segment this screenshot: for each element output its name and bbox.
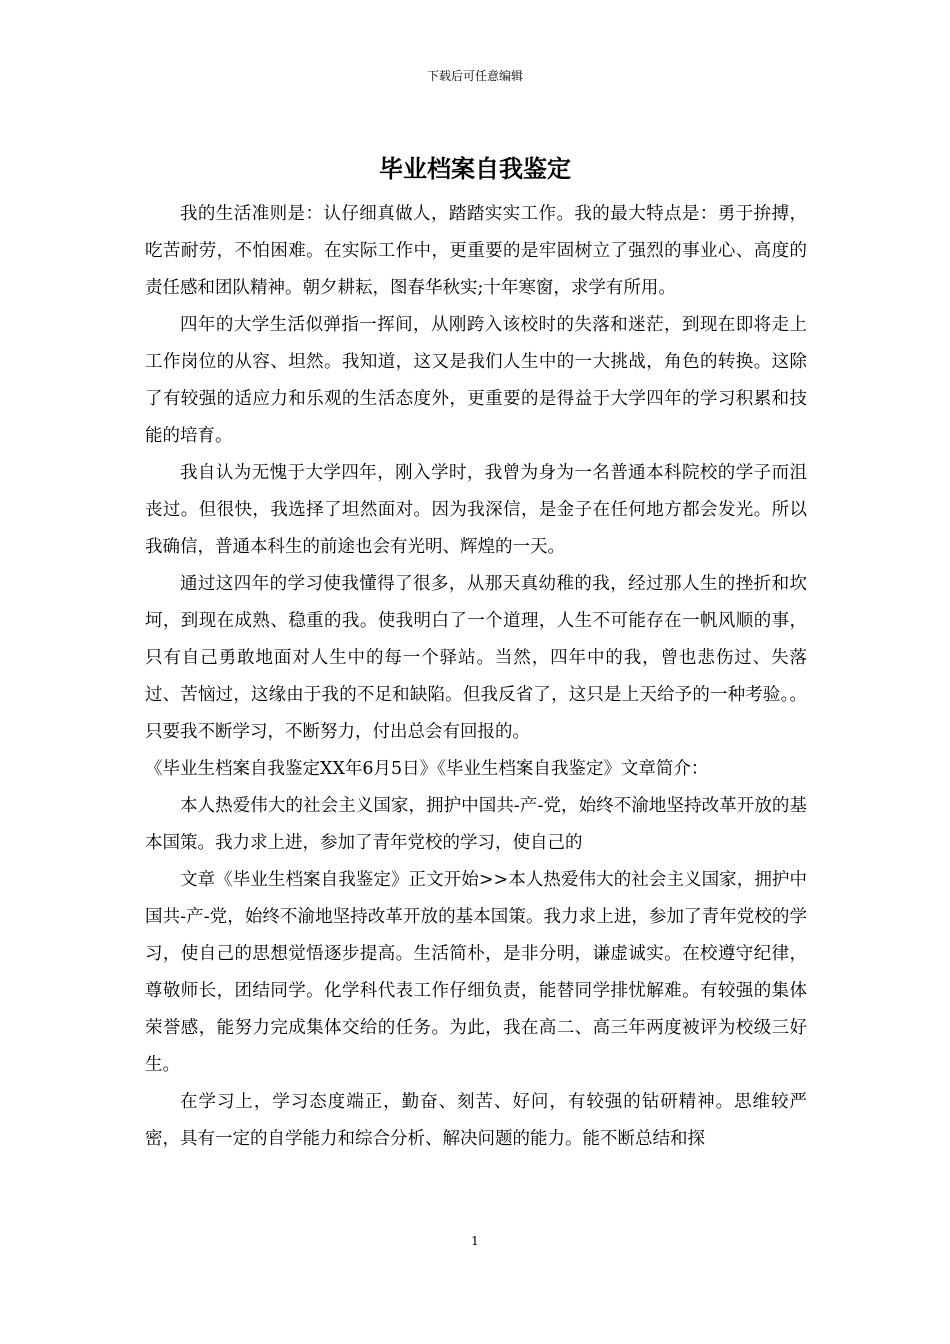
paragraph-4: 通过这四年的学习使我懂得了很多，从那天真幼稚的我，经过那人生的挫折和坎坷，到现在成熟、稳重的我。使我明白了一个道理，人生不可能存在一帆风顺的事，只有自己勇敢地面对人生中的每一个驿站。当然，四年中的我，曾也悲伤过、失落过、苦恼过，这缘由于我的不足和缺陷。但我反省了，这只是上天给予的一种考验。。只要我不断学习，不断努力，付出总会有回报的。 — [145, 574, 807, 742]
page-number: 1 — [471, 1234, 479, 1248]
article-intro-line: 《毕业生档案自我鉴定XX年6月5日》《毕业生档案自我鉴定》文章简介： — [145, 759, 709, 779]
paragraph-7: 在学习上，学习态度端正，勤奋、刻苦、好问，有较强的钻研精神。思维较严密，具有一定的自学能力和综合分析、解决问题的能力。能不断总结和探 — [145, 1092, 807, 1149]
paragraph-2: 四年的大学生活似弹指一挥间，从刚跨入该校时的失落和迷茫，到现在即将走上工作岗位的从容、坦然。我知道，这又是我们人生中的一大挑战，角色的转换。这除了有较强的适应力和乐观的生活态度外，更重要的是得益于大学四年的学习积累和技能的培育。 — [145, 315, 807, 446]
page-header: 下载后可任意编辑 — [426, 69, 523, 83]
paragraph-5: 本人热爱伟大的社会主义国家，拥护中国共-产-党，始终不渝地坚持改革开放的基本国策。我力求上进，参加了青年党校的学习，使自己的 — [145, 796, 807, 853]
paragraph-3: 我自认为无愧于大学四年，刚入学时，我曾为身为一名普通本科院校的学子而沮丧过。但很快，我选择了坦然面对。因为我深信，是金子在任何地方都会发光。所以我确信，普通本科生的前途也会有光明、辉煌的一天。 — [145, 463, 807, 557]
document-body — [145, 196, 807, 1158]
paragraph-1: 我的生活准则是：认仔细真做人，踏踏实实工作。我的最大特点是：勇于拚搏，吃苦耐劳，不怕困难。在实际工作中，更重要的是牢固树立了强烈的事业心、高度的责任感和团队精神。朝夕耕耘，图春华秋实;十年寒窗，求学有所用。 — [145, 204, 807, 298]
document-title: 毕业档案自我鉴定 — [379, 155, 571, 183]
paragraph-6: 文章《毕业生档案自我鉴定》正文开始>>本人热爱伟大的社会主义国家，拥护中国共-产-党，始终不渝地坚持改革开放的基本国策。我力求上进，参加了青年党校的学习，使自己的思想觉悟逐步提高。生活简朴，是非分明，谦虚诚实。在校遵守纪律，尊敬师长，团结同学。化学科代表工作仔细负责，能替同学排忧解难。有较强的集体荣誉感，能努力完成集体交给的任务。为此，我在高二、高三年两度被评为校级三好生。 — [145, 870, 807, 1075]
